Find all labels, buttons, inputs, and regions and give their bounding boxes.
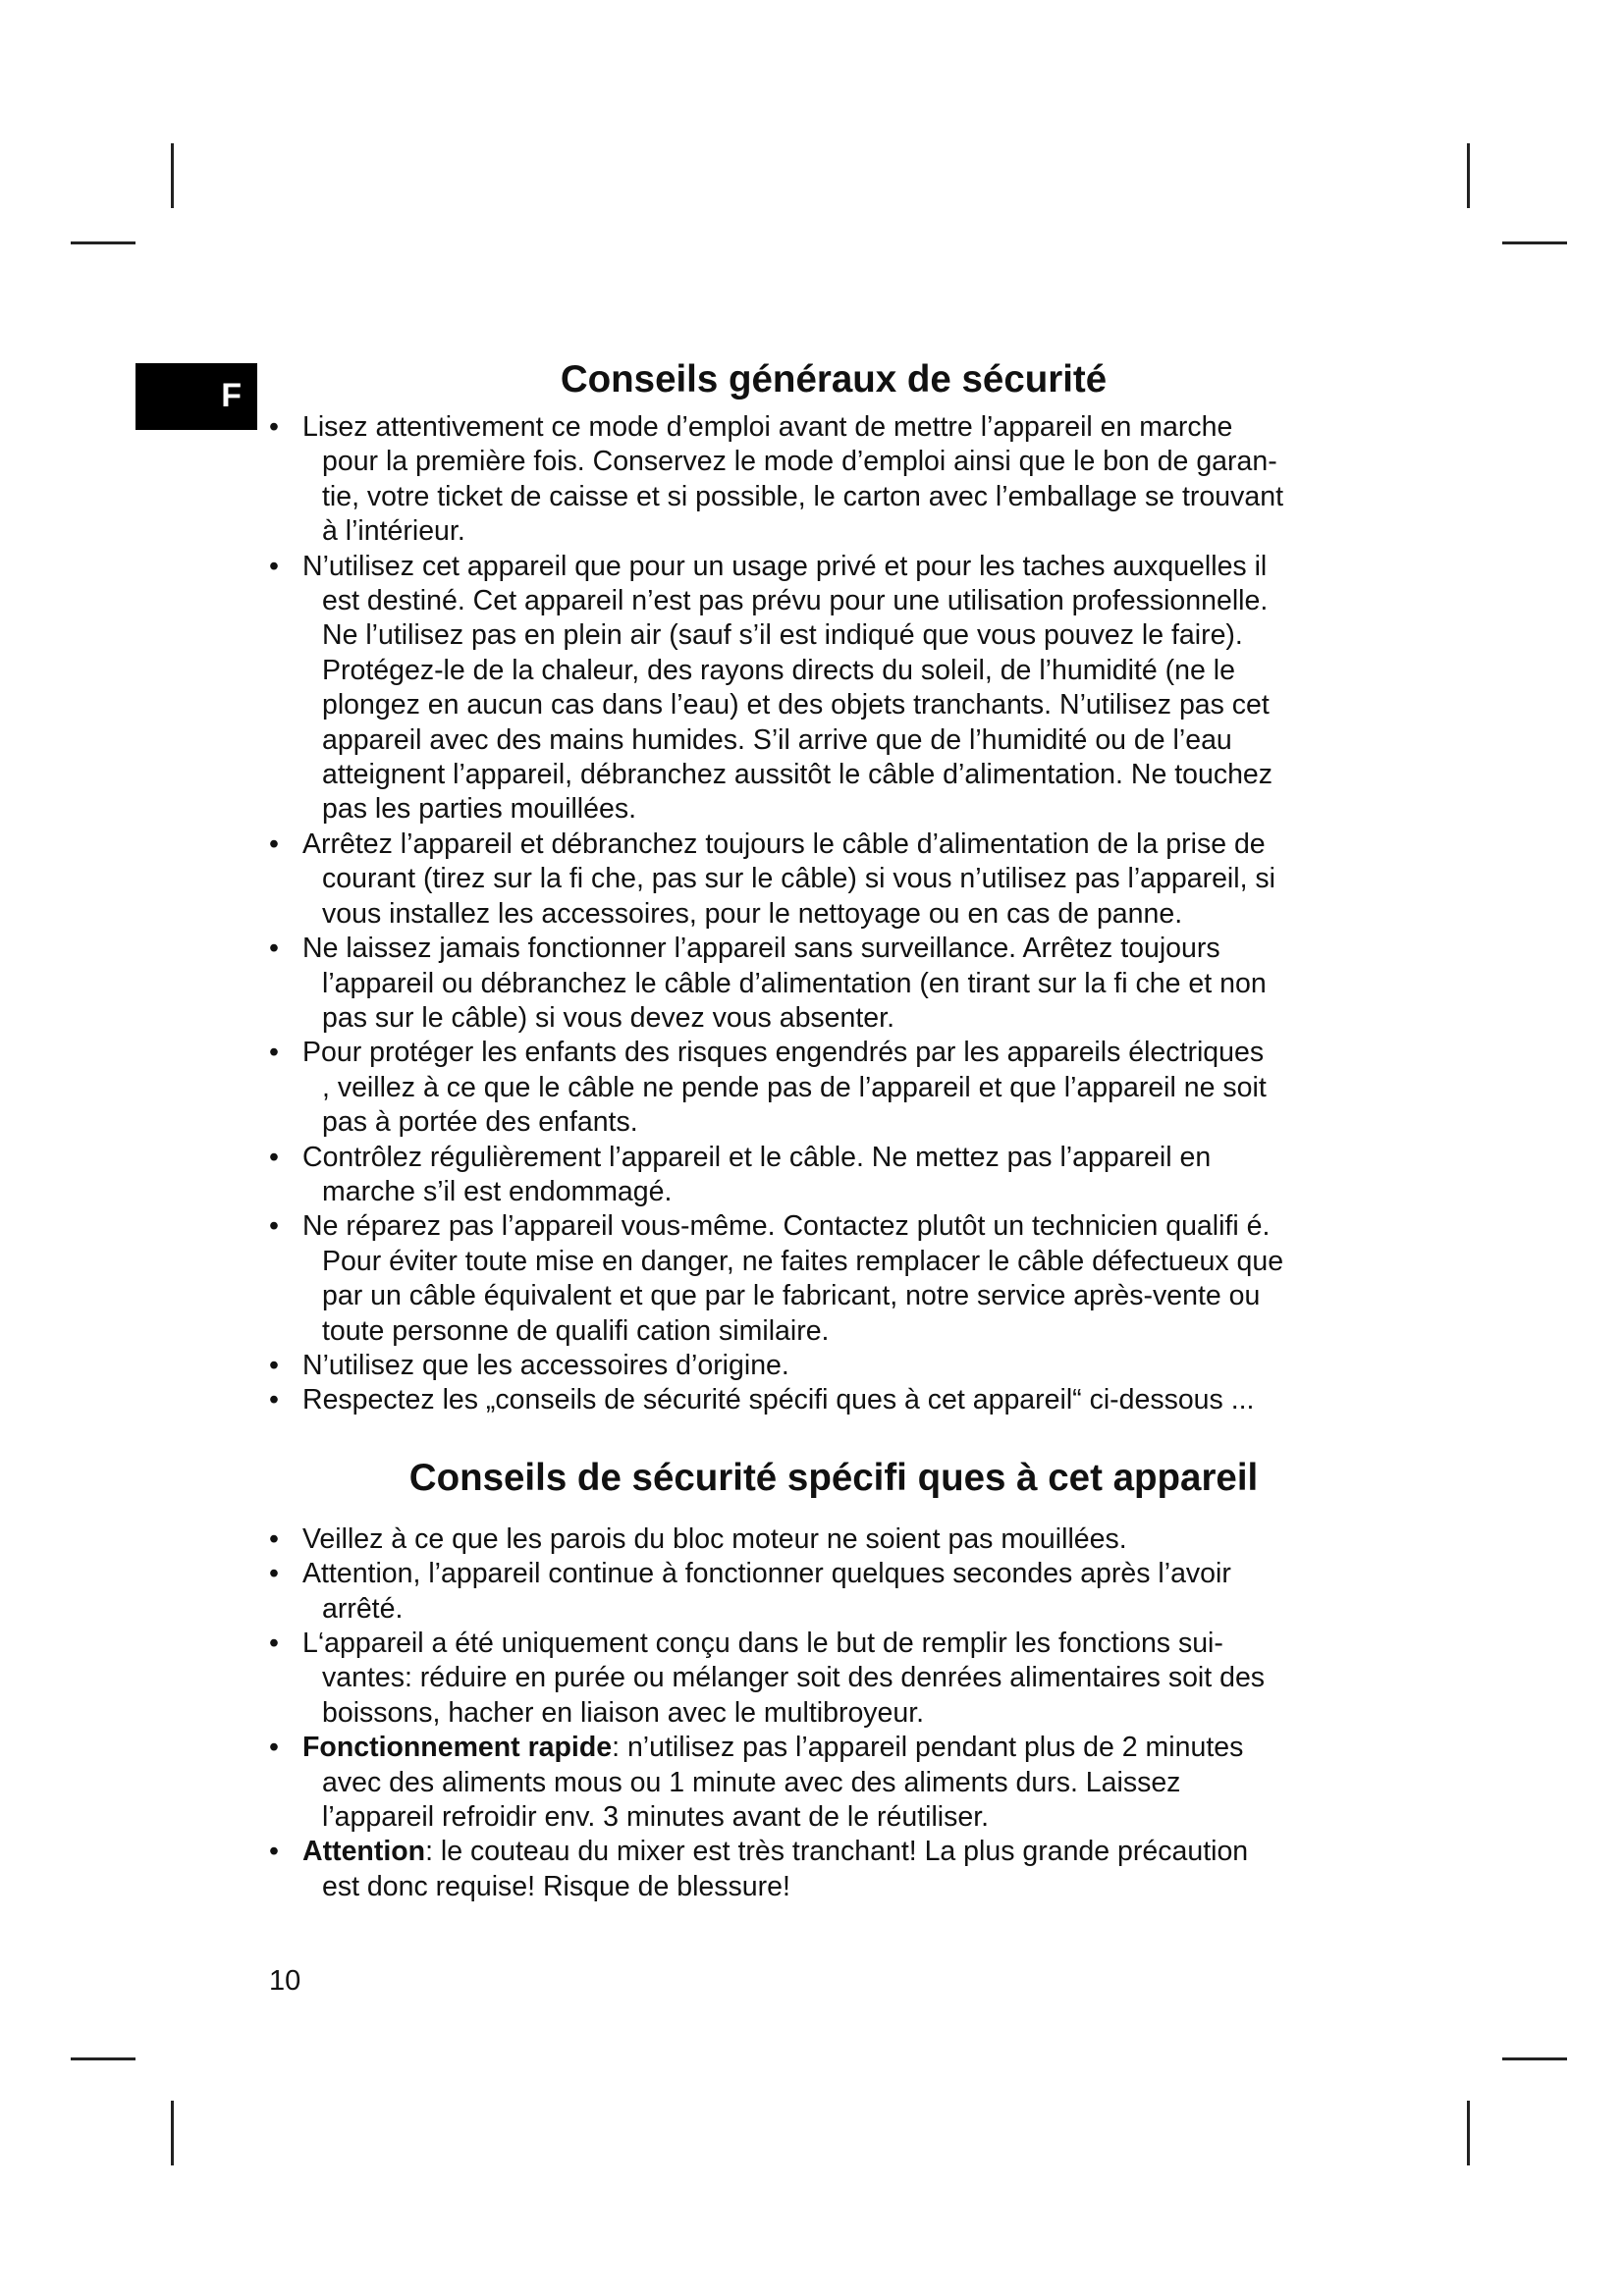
item-line: Veillez à ce que les parois du bloc moteur ne soient pas mouillées.: [302, 1522, 1127, 1555]
item-bold-lead: Attention: [302, 1836, 426, 1868]
item-line: pas sur le câble) si vous devez vous absenter.: [322, 1001, 894, 1034]
item-line: par un câble équivalent et que par le fabricant, notre service après-vente ou: [322, 1280, 1261, 1312]
item-line: est donc requise! Risque de blessure!: [322, 1870, 790, 1902]
crop-mark-bottom-left-horizontal: [71, 2057, 135, 2060]
item-line: pour la première fois. Conservez le mode d’emploi ainsi que le bon de garan-: [322, 446, 1277, 478]
list-item: [269, 1835, 1379, 1904]
item-line: Contrôlez régulièrement l’appareil et le câble. Ne mettez pas l’appareil en: [302, 1141, 1212, 1173]
item-line: [302, 1835, 1379, 1869]
item-line: vantes: réduire en purée ou mélanger soit des denrées alimentaires soit des: [322, 1662, 1266, 1694]
item-line: l’appareil refroidir env. 3 minutes avant de le réutiliser.: [322, 1801, 990, 1834]
item-line: toute personne de qualifi cation similaire.: [322, 1314, 830, 1347]
bullet-icon: •: [269, 1732, 279, 1764]
item-line: à l’intérieur.: [322, 515, 465, 548]
language-tab: [135, 363, 257, 430]
item-line: Protégez-le de la chaleur, des rayons directs du soleil, de l’humidité (ne le: [322, 654, 1235, 686]
item-line: N’utilisez que les accessoires d’origine.: [302, 1349, 789, 1381]
section-heading-general-safety: Conseils généraux de sécurité: [560, 358, 1108, 400]
list-item: [269, 932, 1379, 1036]
bullet-icon: •: [269, 1836, 279, 1868]
crop-mark-top-right-horizontal: [1502, 241, 1567, 244]
list-item: [269, 550, 1379, 828]
item-line: boissons, hacher en liaison avec le multibroyeur.: [322, 1696, 925, 1729]
crop-mark-top-left-vertical: [171, 143, 174, 208]
bullet-icon: •: [269, 1384, 279, 1416]
item-line: Lisez attentivement ce mode d’emploi avant de mettre l’appareil en marche: [302, 411, 1233, 443]
bullet-icon: •: [269, 411, 279, 443]
list-item: [269, 828, 1379, 932]
page-number: 10: [269, 1965, 301, 1997]
item-line-text: : n’utilisez pas l’appareil pendant plus de 2 minutes: [612, 1732, 1244, 1764]
item-line: pas à portée des enfants.: [322, 1106, 638, 1139]
specific-safety-list: [269, 1522, 1379, 1904]
bullet-icon: •: [269, 1037, 279, 1069]
item-line: marche s’il est endommagé.: [322, 1175, 673, 1207]
list-item: [269, 410, 1379, 550]
item-line: courant (tirez sur la fi che, pas sur le câble) si vous n’utilisez pas l’appareil, si: [322, 863, 1276, 895]
item-line: Attention, l’appareil continue à fonctionner quelques secondes après l’avoir: [302, 1558, 1231, 1590]
item-line: Arrêtez l’appareil et débranchez toujours le câble d’alimentation de la prise de: [302, 828, 1266, 860]
item-line: [302, 1731, 1379, 1765]
bullet-icon: •: [269, 1558, 279, 1590]
item-line: avec des aliments mous ou 1 minute avec des aliments durs. Laissez: [322, 1766, 1181, 1798]
item-line: tie, votre ticket de caisse et si possible, le carton avec l’emballage se trouvant: [322, 480, 1283, 512]
item-line: arrêté.: [322, 1592, 404, 1625]
crop-mark-top-right-vertical: [1467, 143, 1470, 208]
item-line: Ne réparez pas l’appareil vous-même. Contactez plutôt un technicien qualifi é.: [302, 1210, 1271, 1243]
list-item: [269, 1209, 1379, 1349]
item-line: L‘appareil a été uniquement conçu dans le but de remplir les fonctions sui-: [302, 1628, 1223, 1659]
list-item: [269, 1349, 1379, 1383]
bullet-icon: •: [269, 1349, 279, 1381]
item-line: Pour éviter toute mise en danger, ne faites remplacer le câble défectueux que: [322, 1245, 1284, 1277]
item-line: vous installez les accessoires, pour le nettoyage ou en cas de panne.: [322, 897, 1183, 930]
list-item: [269, 1522, 1379, 1557]
item-line: atteignent l’appareil, débranchez aussitôt le câble d’alimentation. Ne touchez: [322, 759, 1273, 791]
item-line: pas les parties mouillées.: [322, 793, 636, 826]
page-content: [269, 353, 1379, 1904]
list-item: [269, 1731, 1379, 1835]
item-line-text: : le couteau du mixer est très tranchant! La plus grande précaution: [425, 1836, 1249, 1868]
section-heading-specific-safety: Conseils de sécurité spécifi ques à cet appareil: [408, 1456, 1259, 1499]
list-item: [269, 1627, 1379, 1731]
list-item: [269, 1036, 1379, 1140]
item-line: plongez en aucun cas dans l’eau) et des objets tranchants. N’utilisez pas cet: [322, 689, 1270, 721]
bullet-icon: •: [269, 1210, 279, 1243]
item-line: l’appareil ou débranchez le câble d’alimentation (en tirant sur la fi che et non: [322, 967, 1267, 999]
list-item: [269, 1141, 1379, 1210]
item-line: N’utilisez cet appareil que pour un usage privé et pour les taches auxquelles il: [302, 550, 1268, 582]
bullet-icon: •: [269, 1628, 279, 1659]
crop-mark-bottom-right-horizontal: [1502, 2057, 1567, 2060]
bullet-icon: •: [269, 1141, 279, 1173]
bullet-icon: •: [269, 828, 279, 860]
list-item: [269, 1383, 1379, 1417]
crop-mark-bottom-left-vertical: [171, 2101, 174, 2165]
bullet-icon: •: [269, 550, 279, 582]
bullet-icon: •: [269, 933, 279, 965]
item-line: Pour protéger les enfants des risques engendrés par les appareils électriques: [302, 1037, 1265, 1069]
general-safety-list: [269, 410, 1379, 1418]
bullet-icon: •: [269, 1522, 279, 1555]
item-line: est destiné. Cet appareil n’est pas prévu pour une utilisation professionnelle.: [322, 585, 1269, 617]
list-item: [269, 1557, 1379, 1627]
item-line: appareil avec des mains humides. S’il arrive que de l’humidité ou de l’eau: [322, 723, 1232, 756]
item-bold-lead: Fonctionnement rapide: [302, 1732, 613, 1764]
crop-mark-bottom-right-vertical: [1467, 2101, 1470, 2165]
item-line: Ne laissez jamais fonctionner l’appareil sans surveillance. Arrêtez toujours: [302, 933, 1220, 965]
language-tab-label: F: [221, 377, 242, 414]
item-line: , veillez à ce que le câble ne pende pas de l’appareil et que l’appareil ne soit: [322, 1071, 1267, 1103]
item-line: Ne l’utilisez pas en plein air (sauf s’il est indiqué que vous pouvez le faire).: [322, 619, 1243, 652]
crop-mark-top-left-horizontal: [71, 241, 135, 244]
item-line: Respectez les „conseils de sécurité spécifi ques à cet appareil“ ci-dessous ...: [302, 1384, 1255, 1416]
